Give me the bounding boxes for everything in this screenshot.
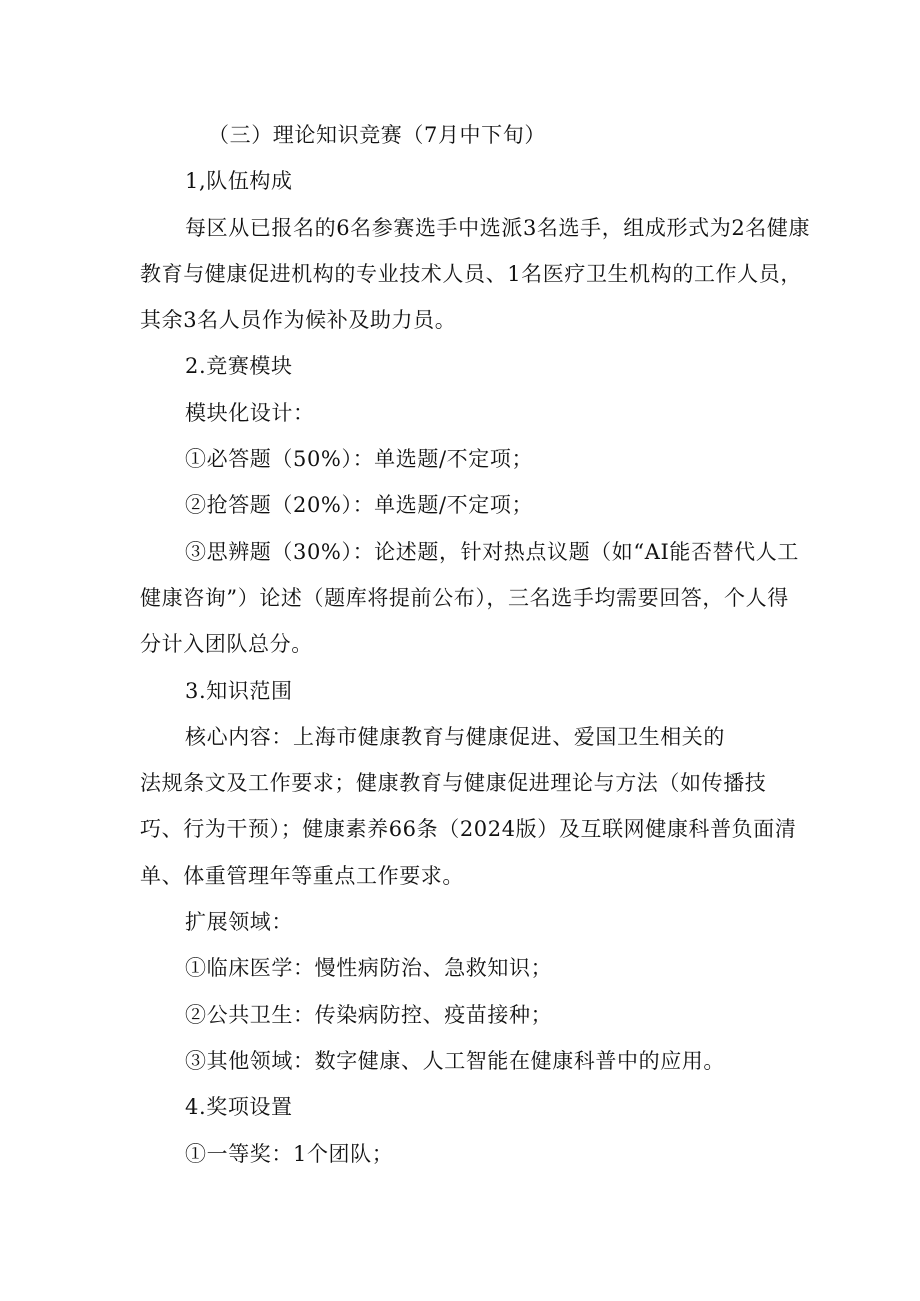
team-paragraph-line: 其余3名人员作为候补及助力员。 — [140, 308, 457, 333]
team-paragraph-line: 每区从已报名的6名参赛选手中选派3名选手，组成形式为2名健康 — [185, 215, 811, 240]
module-item-debate-line: 分计入团队总分。 — [140, 632, 313, 657]
scope-ext-public-health: ②公共卫生：传染病防控、疫苗接种； — [185, 1002, 553, 1027]
scope-core-line: 核心内容：上海市健康教育与健康促进、爱国卫生相关的 — [185, 724, 725, 749]
module-item-rush: ②抢答题（20%）：单选题/不定项； — [185, 493, 534, 518]
scope-heading: 3.知识范围 — [185, 678, 293, 703]
team-paragraph-line: 教育与健康促进机构的专业技术人员、1名医疗卫生机构的工作人员， — [140, 261, 802, 286]
modules-intro: 模块化设计： — [185, 400, 315, 425]
award-item-first: ①一等奖：1个团队； — [185, 1141, 394, 1166]
modules-heading: 2.竞赛模块 — [185, 354, 293, 379]
scope-core-line: 巧、行为干预）；健康素养66条（2024版）及互联网健康科普负面清 — [140, 817, 797, 842]
document-body — [140, 112, 820, 1177]
scope-ext-other: ③其他领域：数字健康、人工智能在健康科普中的应用。 — [185, 1048, 725, 1073]
awards-heading: 4.奖项设置 — [185, 1095, 293, 1120]
scope-core-line: 法规条文及工作要求；健康教育与健康促进理论与方法（如传播技 — [140, 771, 767, 796]
module-item-required: ①必答题（50%）：单选题/不定项； — [185, 447, 534, 472]
scope-extended-intro: 扩展领域： — [185, 910, 293, 935]
module-item-debate-line: 健康咨询”）论述（题库将提前公布），三名选手均需要回答，个人得 — [140, 585, 789, 610]
scope-ext-clinical: ①临床医学：慢性病防治、急救知识； — [185, 956, 553, 981]
scope-core-line: 单、体重管理年等重点工作要求。 — [140, 863, 464, 888]
module-item-debate-line: ③思辨题（30%）：论述题，针对热点议题（如“AI能否替代人工 — [185, 539, 799, 564]
section-title: （三）理论知识竞赛（7月中下旬） — [208, 123, 546, 147]
team-heading: 1,队伍构成 — [185, 169, 293, 194]
